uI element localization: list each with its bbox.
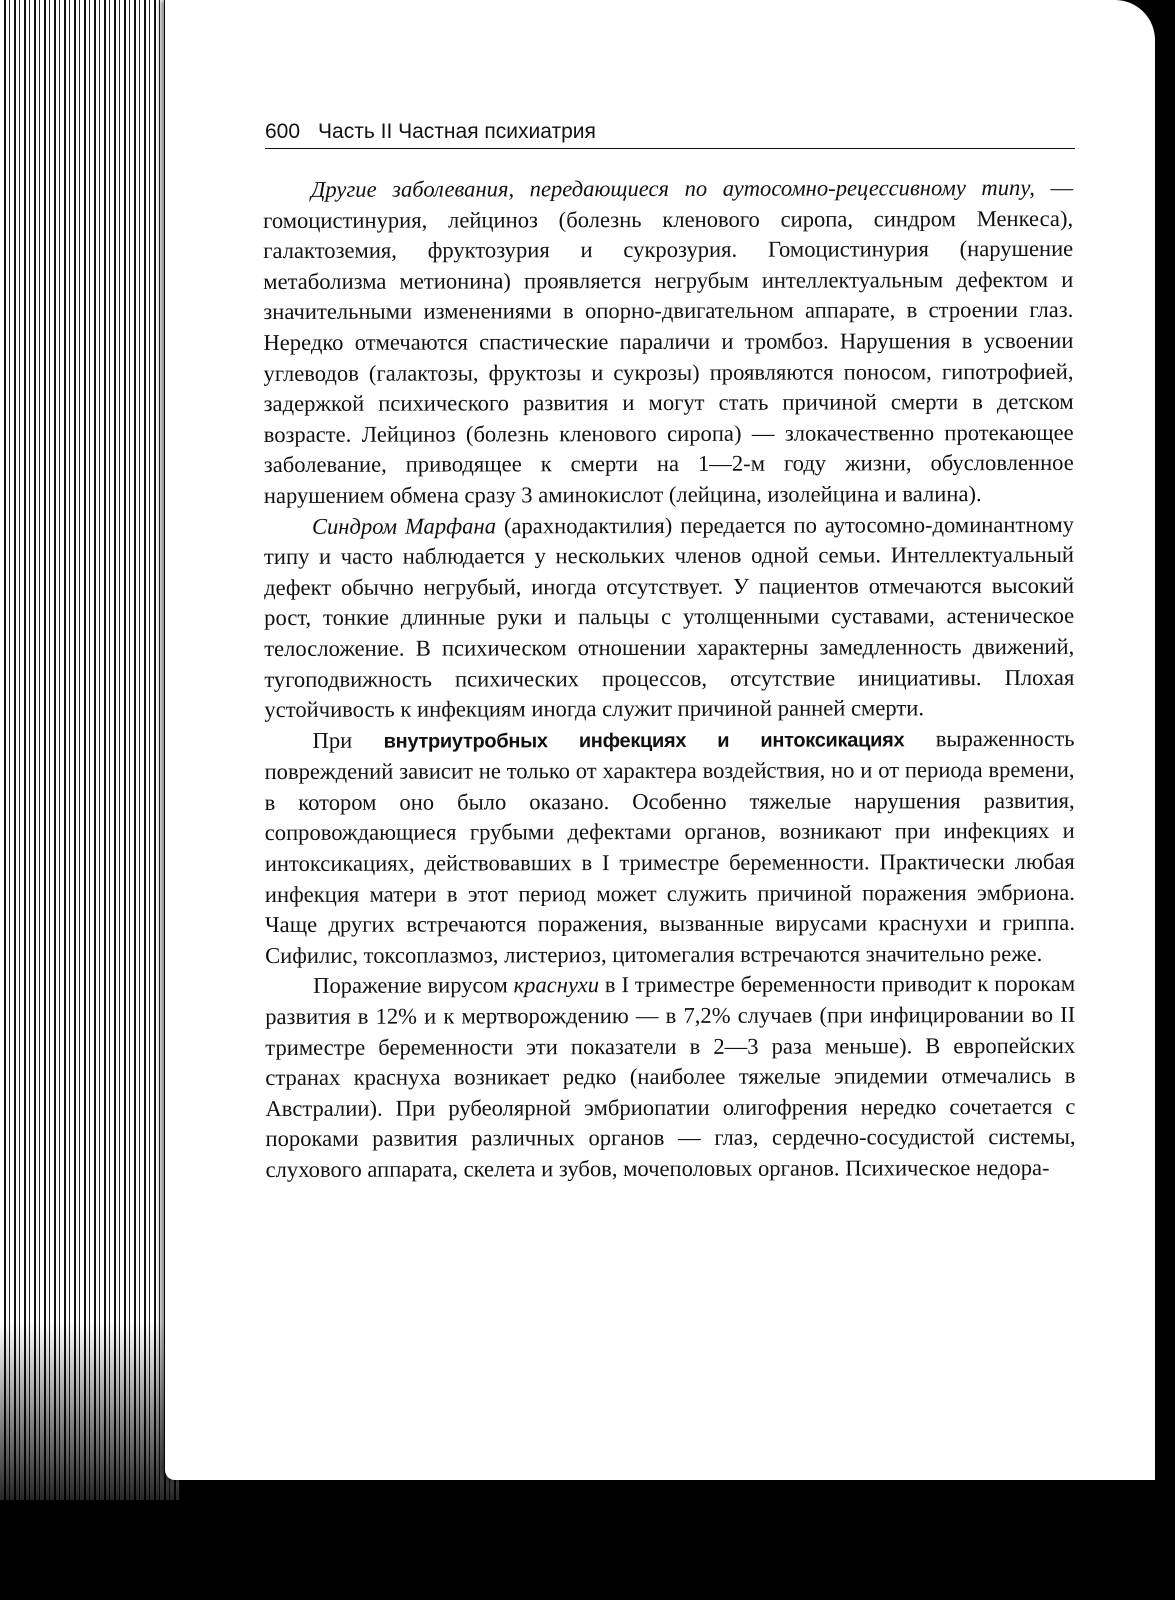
paragraph-3: [264, 724, 1075, 972]
paragraph-pre: При: [312, 727, 384, 753]
running-title: Часть II Частная психиатрия: [318, 120, 596, 143]
running-header: [265, 120, 1075, 149]
paragraph-text: в I триместре беременности приводит к порокам развития в 12% и к мертворождению — в 7,2% случаев (при инфицировании во II триместре беременности эти показатели в 2—3 раза меньше). В европейских странах краснуха возникает редко (наиболее тяжелые эпидемии отмечались в Австралии). При рубеолярной эмбриопатии олигофрения нередко сочетается с пороками развития различных органов — глаз, сердечно-сосудистой системы, слухового аппарата, скелета и зубов, мочеполовых органов. Психическое недора-: [265, 971, 1076, 1182]
paragraph-text: (арахнодактилия) передается по аутосомно-доминантному типу и часто наблюдается у нескольких членов одной семьи. Интеллектуальный дефект обычно негрубый, иногда отсутствует. У пациентов отмечаются высокий рост, тонкие длинные руки и пальцы с утолщенными суставами, астеническое телосложение. В психическом отношении характерны замедленность движений, тугоподвижность психических процессов, отсутствие инициативы. Плохая устойчивость к инфекциям иногда служит причиной ранней смерти.: [263, 511, 1075, 723]
italic-term: Другие заболевания, передающиеся по аутосомно-рецессивному типу,: [311, 174, 1035, 202]
paragraph-text: выраженность повреждений зависит не только от характера воздействия, но и от периода времени, в котором оно было оказано. Особенно тяжелые нарушения развития, сопровождающиеся грубыми дефектами органов, возникают при инфекциях и интоксикациях, действовавших в I триместре беременности. Практически любая инфекция матери в этот период может служить причиной поражения эмбриона. Чаще других встречаются поражения, вызванные вирусами краснухи и гриппа. Сифилис, токсоплазмоз, листериоз, цитомегалия встречаются значительно реже.: [264, 725, 1075, 968]
paragraph-pre: Поражение вирусом: [313, 972, 514, 999]
page-number: 600: [265, 120, 301, 143]
book-page: [165, 0, 1155, 1480]
book-page-edges: [0, 0, 180, 1500]
bold-term: внутриутробных инфекциях и интоксикациях: [383, 729, 905, 753]
paragraph-1: [263, 173, 1074, 512]
paragraph-4: [265, 969, 1076, 1185]
italic-term: Синдром Марфана: [311, 512, 497, 539]
body-text: [263, 173, 1076, 1186]
paragraph-2: [264, 509, 1075, 725]
paragraph-text: — гомоцистинурия, лейциноз (болезнь кленового сиропа, синдром Менкеса), галактоземия, фруктозурия и сукрозурия. Гомоцистинурия (нарушение метаболизма метионина) проявляется негрубым интеллектуальным дефектом и значительными изменениями в опорно-двигательном аппарате, в строении глаз. Нередко отмечаются спастические параличи и тромбоз. Нарушения в усвоении углеводов (галактозы, фруктозы и сукрозы) проявляются поносом, гипотрофией, задержкой психического развития и могут стать причиной смерти в детском возрасте. Лейциноз (болезнь кленового сиропа) — злокачественно протекающее заболевание, приводящее к смерти на 1—2-м году жизни, обусловленное нарушением обмена сразу 3 аминокислот (лейцина, изолейцина и валина).: [263, 174, 1074, 508]
italic-term: краснухи: [513, 972, 600, 998]
